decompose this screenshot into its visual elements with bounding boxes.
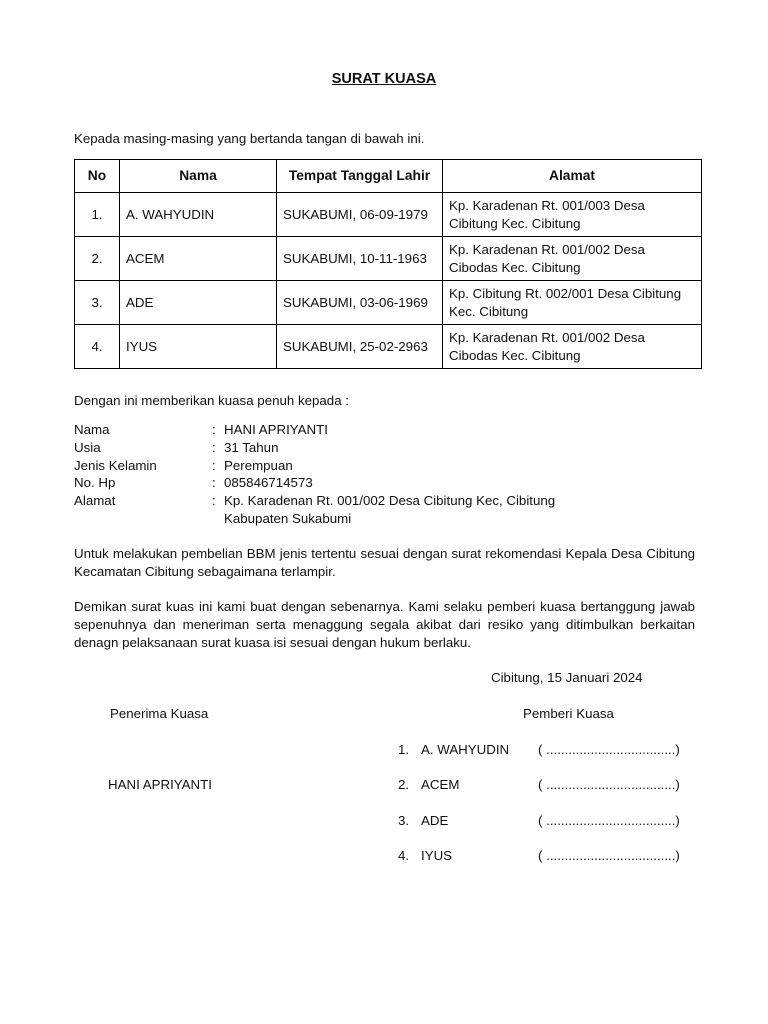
statement-paragraph: Demikan surat kuas ini kami buat dengan sebenarnya. Kami selaku pemberi kuasa bertanggung jawab sepenuhnya dan meneriman serta menaggung segala akibat dari resiko yang ditimbulkan berkaitan denagn pelaksanaan surat kuasa isi sesuai dengan hukum berlaku. xyxy=(74,599,695,650)
field-label: Jenis Kelamin xyxy=(74,458,157,473)
giver-no: 3. xyxy=(398,813,410,828)
header-ttl: Tempat Tanggal Lahir xyxy=(277,160,443,193)
field-label: No. Hp xyxy=(74,475,116,490)
field-colon: : xyxy=(212,475,216,490)
cell-ttl: SUKABUMI, 03-06-1969 xyxy=(277,281,443,325)
document-title: SURAT KUASA xyxy=(331,71,437,87)
field-colon: : xyxy=(212,440,216,455)
table-row xyxy=(75,237,702,281)
signature-line: ( ...................................) xyxy=(538,813,680,828)
cell-alamat: Kp. Cibitung Rt. 002/001 Desa Cibitung Kec. Cibitung xyxy=(443,281,702,325)
field-colon: : xyxy=(212,458,216,473)
cell-ttl: SUKABUMI, 10-11-1963 xyxy=(277,237,443,281)
table-row xyxy=(75,193,702,237)
header-alamat: Alamat xyxy=(443,160,702,193)
cell-nama: ADE xyxy=(120,281,277,325)
cell-nama: A. WAHYUDIN xyxy=(120,193,277,237)
cell-no: 1. xyxy=(75,193,120,237)
field-value-usia: 31 Tahun xyxy=(224,440,279,455)
giver-name: ACEM xyxy=(421,777,460,792)
cell-nama: ACEM xyxy=(120,237,277,281)
field-label: Usia xyxy=(74,440,101,455)
signers-table xyxy=(74,159,702,369)
signature-line: ( ...................................) xyxy=(538,777,680,792)
cell-no: 4. xyxy=(75,325,120,369)
cell-nama: IYUS xyxy=(120,325,277,369)
field-colon: : xyxy=(212,493,216,508)
header-nama: Nama xyxy=(120,160,277,193)
field-label: Alamat xyxy=(74,493,116,508)
recipient-heading: Penerima Kuasa xyxy=(110,706,209,721)
place-date: Cibitung, 15 Januari 2024 xyxy=(491,670,643,685)
giver-no: 1. xyxy=(398,742,410,757)
giver-name: IYUS xyxy=(421,848,453,863)
field-value-no-hp: 085846714573 xyxy=(224,475,313,490)
intro-text: Kepada masing-masing yang bertanda tangan di bawah ini. xyxy=(74,131,425,146)
recipient-name: HANI APRIYANTI xyxy=(108,777,212,792)
cell-alamat: Kp. Karadenan Rt. 001/002 Desa Cibodas Kec. Cibitung xyxy=(443,237,702,281)
cell-alamat: Kp. Karadenan Rt. 001/002 Desa Cibodas Kec. Cibitung xyxy=(443,325,702,369)
cell-no: 2. xyxy=(75,237,120,281)
giver-name: A. WAHYUDIN xyxy=(421,742,510,757)
cell-ttl: SUKABUMI, 25-02-2963 xyxy=(277,325,443,369)
field-label: Nama xyxy=(74,422,110,437)
header-no: No xyxy=(75,160,120,193)
giver-no: 4. xyxy=(398,848,410,863)
grant-intro-text: Dengan ini memberikan kuasa penuh kepada : xyxy=(74,393,349,408)
giver-no: 2. xyxy=(398,777,410,792)
giver-name: ADE xyxy=(421,813,449,828)
field-value-alamat-line2: Kabupaten Sukabumi xyxy=(224,511,352,526)
table-row xyxy=(75,281,702,325)
field-value-nama: HANI APRIYANTI xyxy=(224,422,328,437)
table-row xyxy=(75,325,702,369)
cell-alamat: Kp. Karadenan Rt. 001/003 Desa Cibitung Kec. Cibitung xyxy=(443,193,702,237)
signature-line: ( ...................................) xyxy=(538,848,680,863)
cell-no: 3. xyxy=(75,281,120,325)
field-colon: : xyxy=(212,422,216,437)
signature-line: ( ...................................) xyxy=(538,742,680,757)
purpose-paragraph: Untuk melakukan pembelian BBM jenis tertentu sesuai dengan surat rekomendasi Kepala Desa Cibitung Kecamatan Cibitung sebagaimana terlampir. xyxy=(74,546,695,579)
cell-ttl: SUKABUMI, 06-09-1979 xyxy=(277,193,443,237)
giver-heading: Pemberi Kuasa xyxy=(523,706,614,721)
field-value-alamat: Kp. Karadenan Rt. 001/002 Desa Cibitung Kec, Cibitung xyxy=(224,493,556,508)
field-value-jenis-kelamin: Perempuan xyxy=(224,458,293,473)
table-header-row xyxy=(75,160,702,193)
